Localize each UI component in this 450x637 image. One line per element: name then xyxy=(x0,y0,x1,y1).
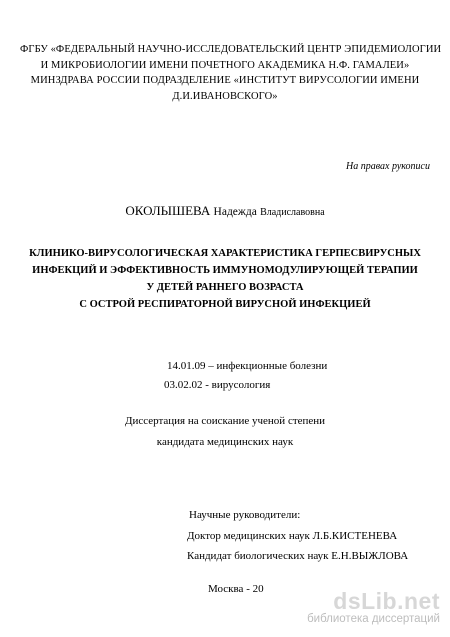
supervisor-1: Доктор медицинских наук Л.Б.КИСТЕНЕВА xyxy=(187,529,398,542)
author-patronymic: Владиславовна xyxy=(260,207,325,218)
organization-header xyxy=(20,42,442,104)
city-year: Москва - 20 xyxy=(208,583,264,595)
specialty-1: 14.01.09 – инфекционные болезни xyxy=(167,360,328,372)
organization-line-1: ФГБУ «ФЕДЕРАЛЬНЫЙ НАУЧНО-ИССЛЕДОВАТЕЛЬСКИЙ ЦЕНТР ЭПИДЕМИОЛОГИИ xyxy=(20,44,442,55)
organization-line-4: Д.И.ИВАНОВСКОГО» xyxy=(172,90,278,102)
author-name xyxy=(0,203,450,219)
degree-line-2: кандидата медицинских наук xyxy=(156,436,294,448)
author-given-name: Надежда xyxy=(213,206,257,218)
watermark-logo: dsLib.net xyxy=(333,588,440,614)
title-line-4: С ОСТРОЙ РЕСПИРАТОРНОЙ ВИРУСНОЙ ИНФЕКЦИЕЙ xyxy=(79,299,371,310)
organization-line-2: И МИКРОБИОЛОГИИ ИМЕНИ ПОЧЕТНОГО АКАДЕМИКА Н.Ф. ГАМАЛЕИ» xyxy=(40,59,410,71)
dissertation-title xyxy=(20,245,430,313)
watermark xyxy=(307,590,440,626)
title-line-2: ИНФЕКЦИЙ И ЭФФЕКТИВНОСТЬ ИММУНОМОДУЛИРУЮЩЕЙ ТЕРАПИИ xyxy=(32,265,418,276)
organization-line-3: МИНЗДРАВА РОССИИ ПОДРАЗДЕЛЕНИЕ «ИНСТИТУТ ВИРУСОЛОГИИ ИМЕНИ xyxy=(30,75,420,86)
title-line-3: У ДЕТЕЙ РАННЕГО ВОЗРАСТА xyxy=(146,282,304,293)
supervisors-heading: Научные руководители: xyxy=(189,509,301,521)
title-line-1: КЛИНИКО-ВИРУСОЛОГИЧЕСКАЯ ХАРАКТЕРИСТИКА ГЕРПЕСВИРУСНЫХ xyxy=(29,248,421,259)
watermark-subtitle: библиотека диссертаций xyxy=(307,613,440,625)
degree-statement xyxy=(0,411,450,453)
supervisors-block xyxy=(187,505,408,567)
supervisor-2: Кандидат биологических наук Е.Н.ВЫЖЛОВА xyxy=(187,550,409,562)
specialty-2: 03.02.02 - вирусология xyxy=(164,379,271,391)
author-surname: ОКОЛЫШЕВА xyxy=(125,203,211,218)
degree-line-1: Диссертация на соискание ученой степени xyxy=(124,415,326,427)
rights-note: На правах рукописи xyxy=(346,161,430,172)
